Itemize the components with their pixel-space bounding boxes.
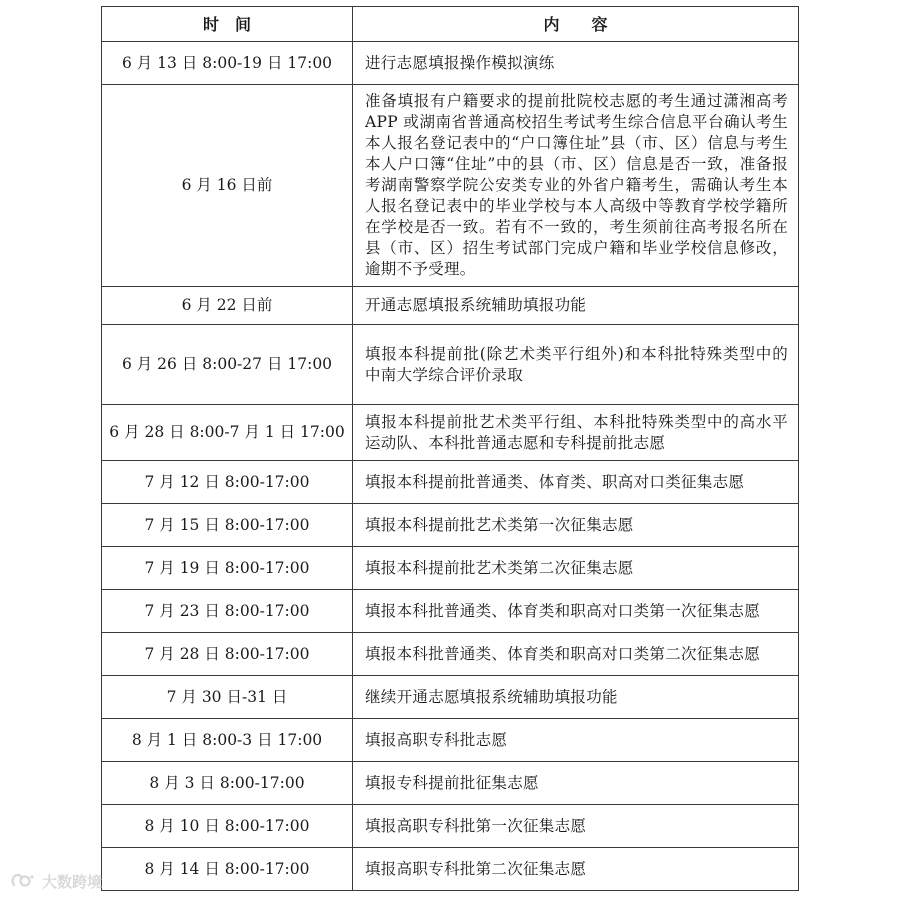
table-body xyxy=(102,42,799,891)
table-header xyxy=(102,7,799,42)
content-text: 填报专科提前批征集志愿 xyxy=(365,773,539,792)
table-row xyxy=(102,805,799,848)
time-cell: 6 月 16 日前 xyxy=(102,85,353,287)
time-cell: 6 月 28 日 8:00-7 月 1 日 17:00 xyxy=(102,405,353,461)
content-text: 准备填报有户籍要求的提前批院校志愿的考生通过潇湘高考 APP 或湖南省普通高校招生考试考生综合信息平台确认考生本人报名登记表中的“户口簿住址”县（市、区）信息与考生本人户口簿“住址”中的县（市、区）信息是否一致，准备报考湖南警察学院公安类专业的外省户籍考生，需确认考生本人报名登记表中的毕业学校与本人高级中等教育学校学籍所在学校是否一致。若有不一致的，考生须前往高考报名所在县（市、区）招生考试部门完成户籍和毕业学校信息修改，逾期不予受理。 xyxy=(365,92,788,278)
content-text: 填报本科提前批普通类、体育类、职高对口类征集志愿 xyxy=(365,472,745,491)
content-cell xyxy=(353,547,799,590)
content-cell xyxy=(353,405,799,461)
content-cell xyxy=(353,461,799,504)
content-cell xyxy=(353,633,799,676)
watermark xyxy=(10,870,102,892)
table-row xyxy=(102,676,799,719)
table-row xyxy=(102,633,799,676)
content-text: 开通志愿填报系统辅助填报功能 xyxy=(365,296,587,314)
time-cell: 6 月 22 日前 xyxy=(102,287,353,325)
table-row xyxy=(102,405,799,461)
table-row xyxy=(102,504,799,547)
brand-logo-icon xyxy=(10,872,36,890)
content-cell xyxy=(353,42,799,85)
content-cell xyxy=(353,590,799,633)
header-content: 内 容 xyxy=(353,7,799,42)
table-row xyxy=(102,762,799,805)
table-row xyxy=(102,85,799,287)
header-row xyxy=(102,7,799,42)
content-text: 填报本科提前批(除艺术类平行组外)和本科批特殊类型中的中南大学综合评价录取 xyxy=(365,344,788,384)
content-cell xyxy=(353,719,799,762)
table-row xyxy=(102,590,799,633)
content-text: 填报本科批普通类、体育类和职高对口类第二次征集志愿 xyxy=(365,644,761,663)
content-cell xyxy=(353,85,799,287)
content-cell xyxy=(353,504,799,547)
time-cell: 8 月 10 日 8:00-17:00 xyxy=(102,805,353,848)
content-cell xyxy=(353,325,799,405)
content-text: 继续开通志愿填报系统辅助填报功能 xyxy=(365,687,618,706)
content-text: 填报本科提前批艺术类平行组、本科批特殊类型中的高水平运动队、本科批普通志愿和专科提前批志愿 xyxy=(365,412,788,452)
time-cell: 8 月 3 日 8:00-17:00 xyxy=(102,762,353,805)
time-cell: 6 月 26 日 8:00-27 日 17:00 xyxy=(102,325,353,405)
table-row xyxy=(102,547,799,590)
time-cell: 7 月 23 日 8:00-17:00 xyxy=(102,590,353,633)
time-cell: 7 月 28 日 8:00-17:00 xyxy=(102,633,353,676)
content-cell xyxy=(353,287,799,325)
table-row xyxy=(102,325,799,405)
content-text: 填报本科批普通类、体育类和职高对口类第一次征集志愿 xyxy=(365,601,761,620)
header-time: 时 间 xyxy=(102,7,353,42)
table-row xyxy=(102,848,799,891)
table-row xyxy=(102,42,799,85)
time-cell: 8 月 14 日 8:00-17:00 xyxy=(102,848,353,891)
table-row xyxy=(102,287,799,325)
content-cell xyxy=(353,762,799,805)
watermark-text: 大数跨境 xyxy=(42,872,103,891)
content-text: 填报高职专科批志愿 xyxy=(365,730,508,749)
content-cell xyxy=(353,805,799,848)
table-row xyxy=(102,461,799,504)
content-text: 填报本科提前批艺术类第二次征集志愿 xyxy=(365,558,634,577)
content-cell xyxy=(353,848,799,891)
content-text: 进行志愿填报操作模拟演练 xyxy=(365,53,555,72)
content-text: 填报高职专科批第二次征集志愿 xyxy=(365,859,587,878)
time-cell: 8 月 1 日 8:00-3 日 17:00 xyxy=(102,719,353,762)
time-cell: 7 月 15 日 8:00-17:00 xyxy=(102,504,353,547)
time-cell: 7 月 12 日 8:00-17:00 xyxy=(102,461,353,504)
schedule-table xyxy=(101,6,799,891)
time-cell: 6 月 13 日 8:00-19 日 17:00 xyxy=(102,42,353,85)
content-cell xyxy=(353,676,799,719)
content-text: 填报本科提前批艺术类第一次征集志愿 xyxy=(365,515,634,534)
time-cell: 7 月 30 日-31 日 xyxy=(102,676,353,719)
content-text: 填报高职专科批第一次征集志愿 xyxy=(365,816,587,835)
time-cell: 7 月 19 日 8:00-17:00 xyxy=(102,547,353,590)
table-row xyxy=(102,719,799,762)
